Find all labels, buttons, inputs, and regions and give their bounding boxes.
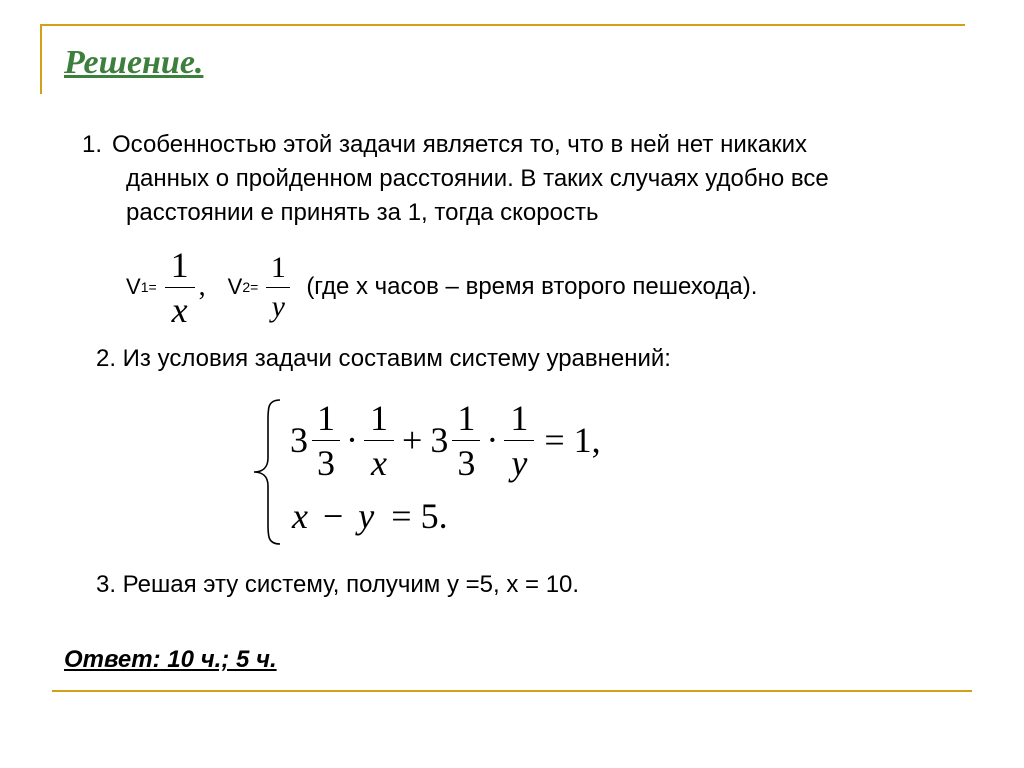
velocity-formulas	[126, 244, 757, 330]
fraction-bar	[266, 287, 290, 288]
velocity-note: (где x часов – время второго пешехода).	[306, 273, 758, 300]
system-brace	[250, 398, 284, 546]
eq2-rhs: = 5.	[391, 496, 448, 536]
step1-line1: Особенностью этой задачи является то, что в ней нет никаких	[112, 131, 808, 158]
v1-numerator: 1	[170, 244, 189, 285]
denominator: y	[511, 442, 528, 483]
eq1-fraction-4	[504, 397, 534, 483]
frame-bottom-line	[52, 690, 972, 692]
equation-2	[292, 494, 448, 538]
eq1-fraction-2	[364, 397, 394, 483]
v1-label: V	[126, 274, 141, 299]
step2-text: 2. Из условия задачи составим систему уравнений:	[96, 345, 671, 372]
v1-fraction	[165, 244, 195, 330]
denominator: 3	[317, 442, 335, 483]
fraction-bar	[165, 287, 195, 288]
eq1-dot-1: ·	[346, 420, 358, 460]
frame-left-line	[40, 24, 42, 94]
v2-numerator: 1	[270, 250, 286, 284]
v1-denominator: x	[171, 289, 188, 330]
denominator: 3	[457, 442, 476, 483]
equation-1	[290, 398, 601, 482]
numerator: 1	[457, 397, 476, 438]
eq1-fraction-3	[452, 397, 480, 483]
eq1-fraction-1	[312, 397, 340, 483]
denominator: x	[371, 442, 387, 483]
v2-subscript: 2=	[242, 279, 259, 295]
eq1-whole-1: 3	[290, 420, 308, 460]
eq2-minus: −	[322, 496, 344, 536]
fraction-bar	[312, 440, 340, 441]
v2-fraction	[266, 250, 290, 323]
fraction-bar	[504, 440, 534, 441]
eq1-whole-2: 3	[430, 420, 449, 460]
eq2-y: y	[358, 496, 375, 536]
numerator: 1	[317, 397, 335, 438]
eq2-x: x	[292, 496, 308, 536]
page-title: Решение.	[64, 44, 204, 81]
comma: ,	[198, 271, 206, 302]
step1-number: 1.	[82, 131, 103, 158]
v1-subscript: 1=	[140, 279, 157, 295]
fraction-bar	[364, 440, 394, 441]
fraction-bar	[452, 440, 480, 441]
numerator: 1	[370, 397, 388, 438]
eq1-dot-2: ·	[486, 420, 499, 460]
numerator: 1	[510, 397, 529, 438]
answer-text: Ответ: 10 ч.; 5 ч.	[64, 646, 277, 673]
frame-top-line	[40, 24, 965, 26]
step1-line3: расстоянии е принять за 1, тогда скорость	[126, 199, 599, 226]
step3-text: 3. Решая эту систему, получим y =5, x = 10.	[96, 571, 580, 598]
step1-line2: данных о пройденном расстоянии. В таких случаях удобно все	[126, 165, 829, 192]
v2-denominator: y	[271, 289, 285, 323]
eq1-plus: +	[402, 420, 423, 460]
v2-label: V	[227, 274, 243, 299]
eq1-rhs: = 1,	[544, 420, 601, 460]
